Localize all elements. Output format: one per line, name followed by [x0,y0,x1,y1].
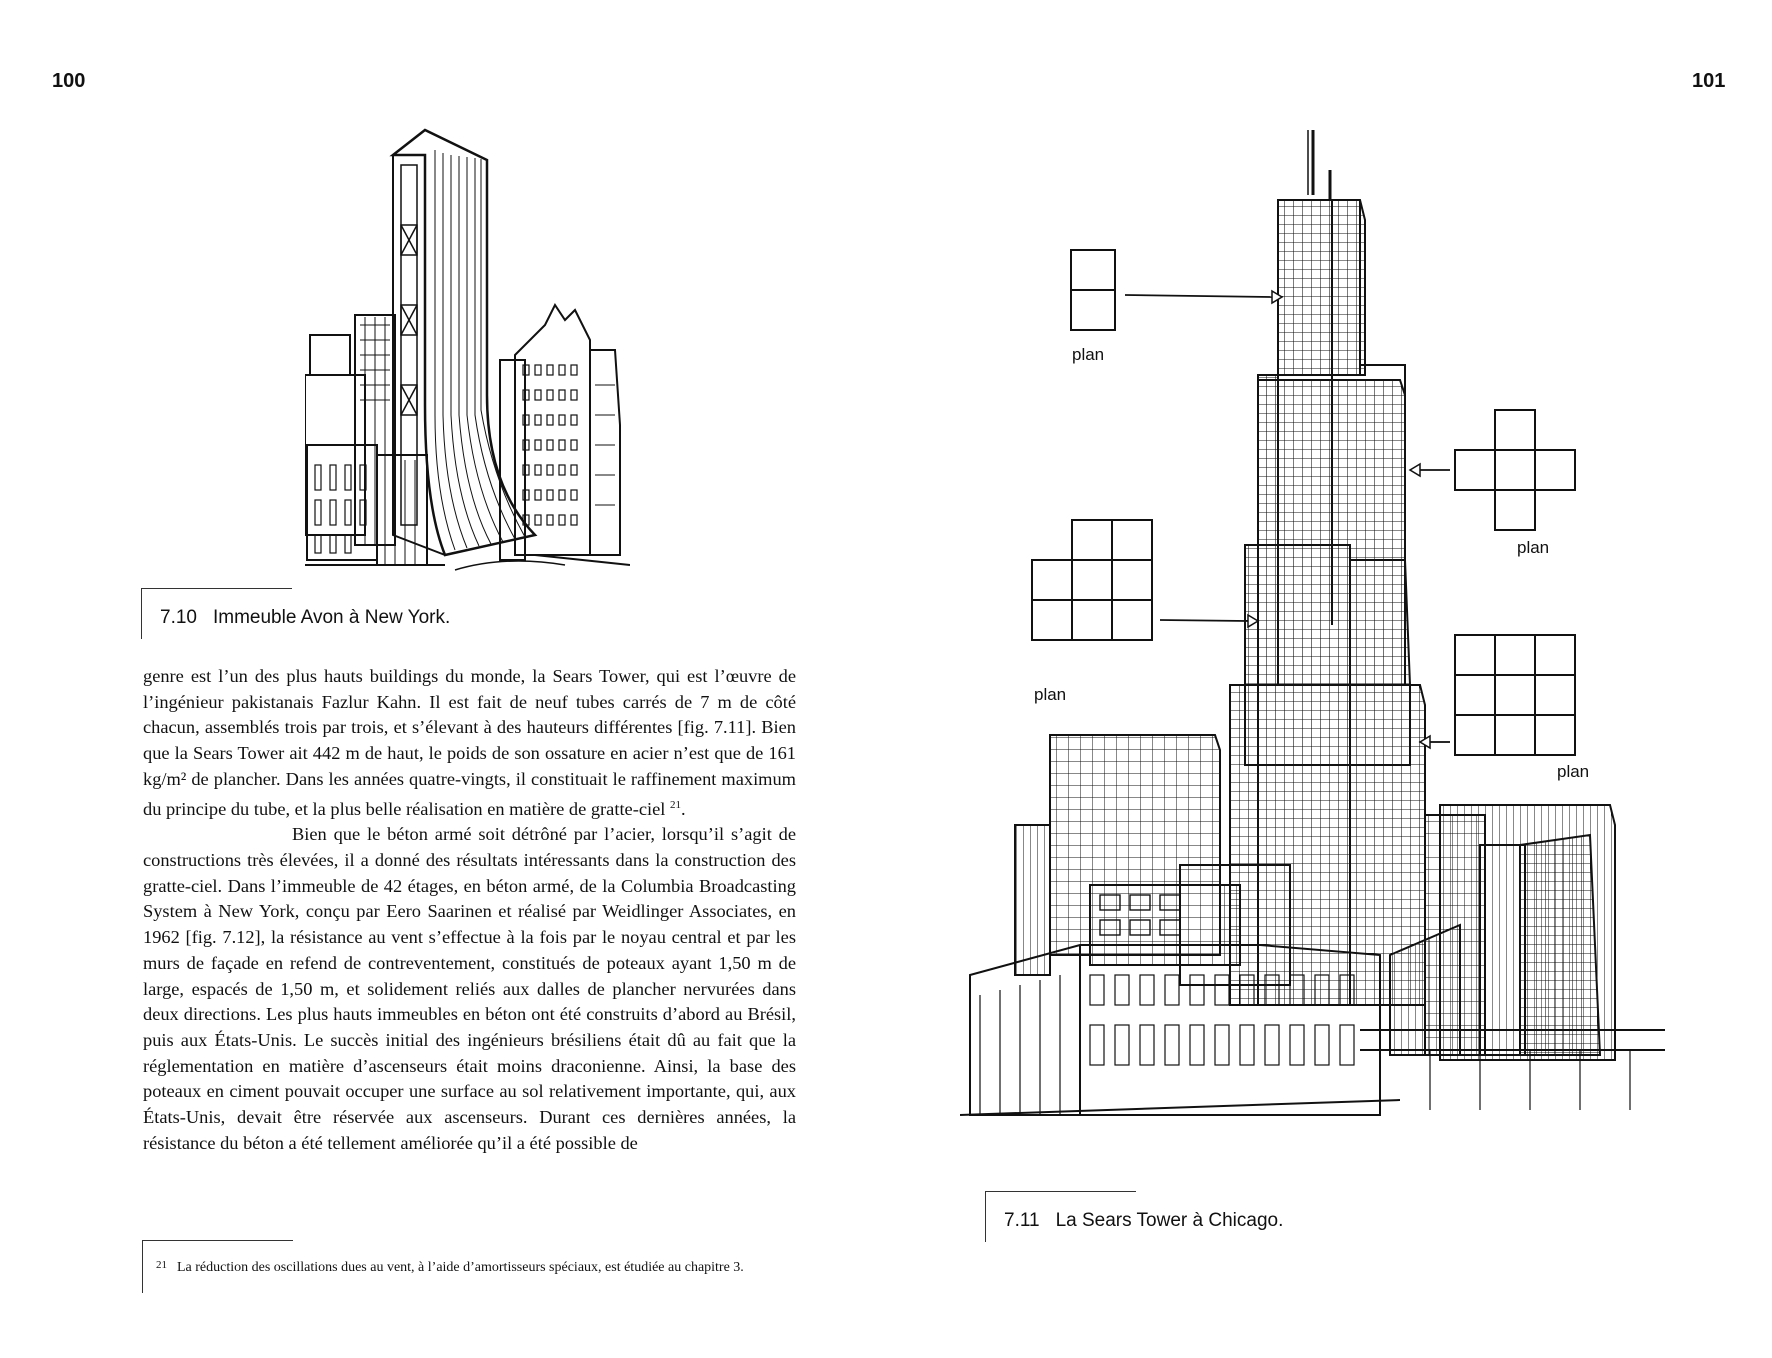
plan-label: plan [1072,345,1105,364]
paragraph-text: genre est l’un des plus hauts buildings du monde, la Sears Tower, qui est l’œuvre de l’ingénieur pakistanais Fazlur Kahn. Il est fait de neuf tubes carrés de 7 m de côté chacun, assemblés trois par trois, et s’élevant à des hauteurs différentes [fig. 7.11]. Bien que la Sears Tower ait 442 m de haut, le poids de son ossature en acier n’est que de 161 kg/m² de plancher. Dans les années quatre-vingts, il constituait le raffinement maximum du principe du tube, et la plus belle réalisation en matière de gratte-ciel [143,666,796,819]
page-number-left: 100 [52,70,86,92]
plan-diagram-1 [1071,250,1115,330]
plan-label: plan [1557,762,1590,781]
figure-caption-text: Immeuble Avon à New York. [212,607,451,628]
footnote [156,1256,796,1277]
body-text [143,664,796,1156]
figure-number: 7.11 [1004,1210,1040,1231]
figure-sears-tower-illustration [960,125,1665,1125]
figure-caption-text: La Sears Tower à Chicago. [1055,1210,1284,1231]
figure-avon-building-illustration [305,125,630,575]
plan-diagram-2 [1455,410,1575,530]
footnote-reference: 21 [670,798,682,811]
paragraph [143,664,796,822]
plan-label: plan [1034,685,1067,704]
plan-label: plan [1517,538,1550,557]
figure-caption-7-10 [141,588,451,639]
figure-number: 7.10 [160,607,197,628]
page-number-right: 101 [1692,70,1726,92]
footnote-text: La réduction des oscillations dues au vent, à l’aide d’amortisseurs spéciaux, est étudiée au chapitre 3. [177,1260,744,1275]
paragraph: Bien que le béton armé soit détrôné par l’acier, lorsqu’il s’agit de constructions très élevées, il a donné des résultats intéressants dans la construction des gratte-ciel. Dans l’immeuble de 42 étages, en béton armé, de la Columbia Broadcasting System à New York, conçu par Eero Saarinen et réalisé par Weidlinger Associates, en 1962 [fig. 7.12], la résistance au vent s’effectue à la fois par le noyau central et par les murs de façade en refend de contreventement, constitués de poteaux ayant 1,50 m de large, espacés de 1,50 m, et solidement reliés aux dalles de plancher nervurées dans deux directions. Les plus hauts immeubles en béton ont été construits d’abord au Brésil, puis aux États-Unis. Le succès initial des ingénieurs brésiliens était dû au fait que la réglementation en matière d’ascenseurs était moins draconienne. Ainsi, la base des poteaux en ciment pouvait occuper une surface au sol relativement importante, qui, aux États-Unis, devait être réservée aux ascenseurs. Durant ces dernières années, la résistance du béton a été tellement améliorée qu’il a été possible de [143,824,796,1153]
figure-caption-7-11 [985,1191,1284,1242]
paragraph-end: . [681,798,686,819]
plan-diagram-3 [1032,520,1152,640]
plan-diagram-4 [1455,635,1575,755]
footnote-mark: 21 [156,1259,167,1271]
